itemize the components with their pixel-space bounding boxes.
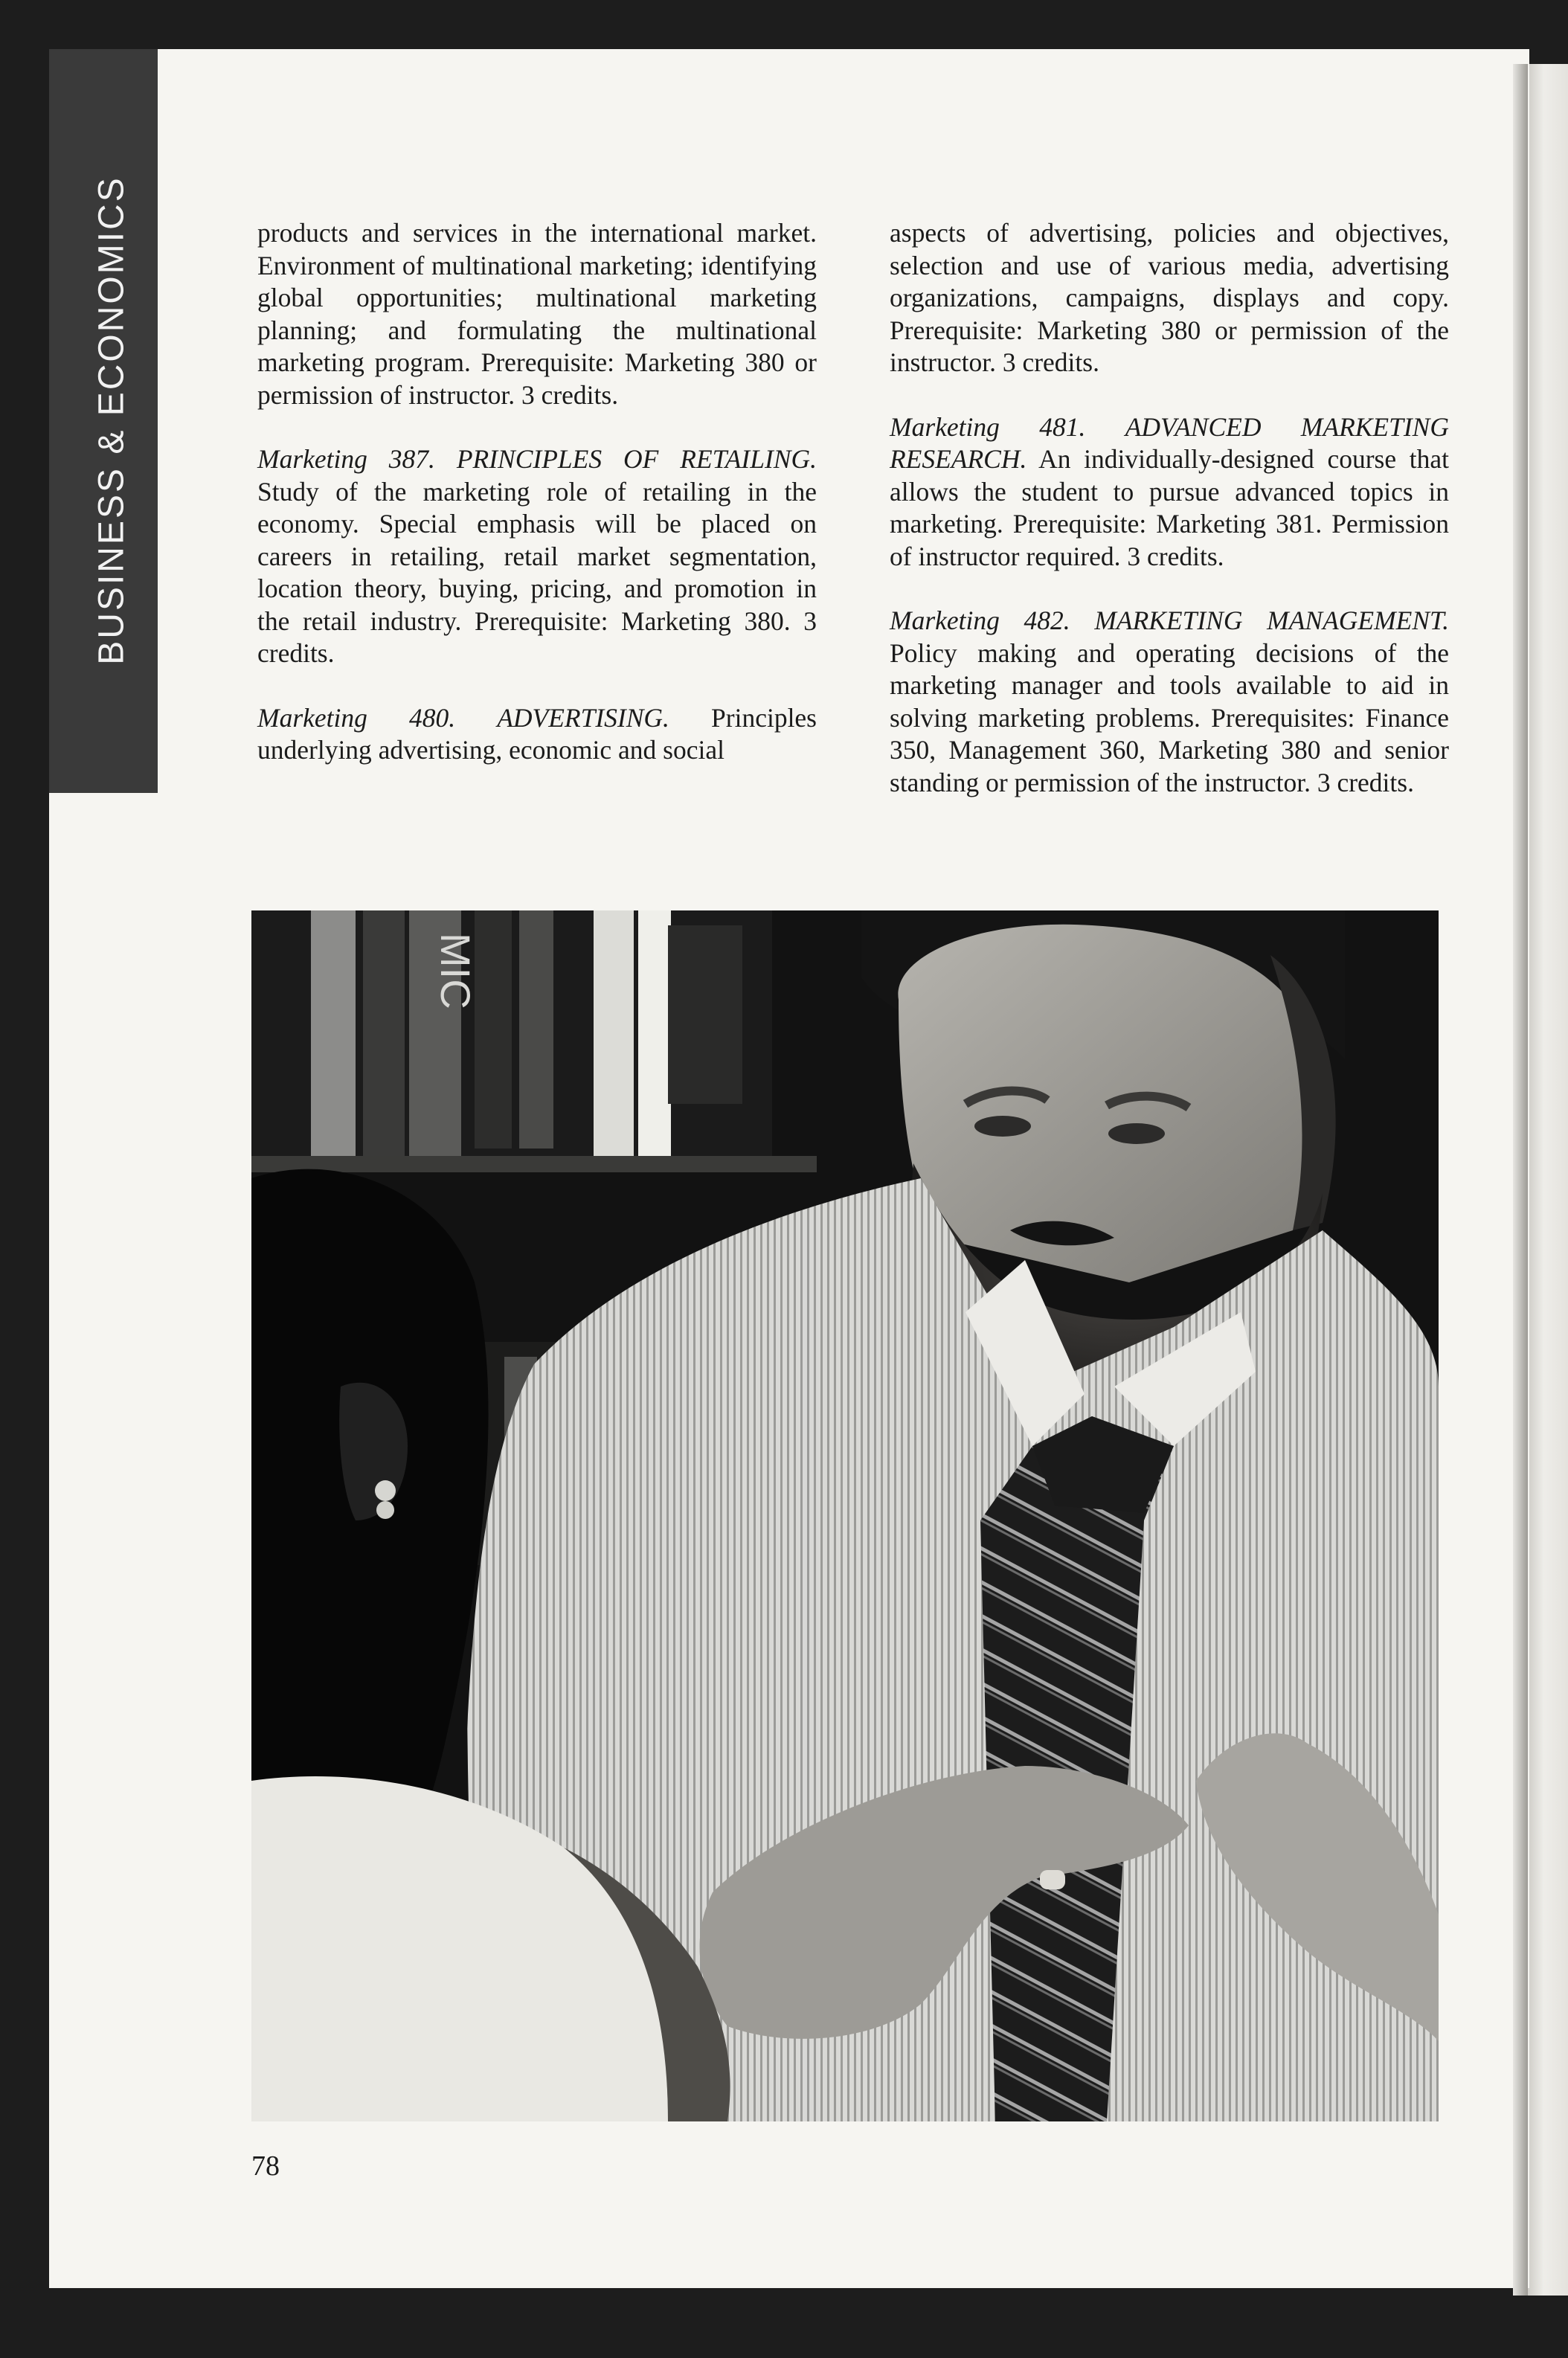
course-title: PRINCIPLES OF RETAILING. (456, 444, 817, 474)
instructor-photo (251, 910, 1439, 2121)
course-description: An individually-designed course that allows the student to pursue advanced topics in marketing. Prerequisite: Marketing 381. Permission of instructor required. 3 credits. (890, 444, 1450, 571)
course-title: ADVERTISING. (497, 702, 669, 733)
course-number: Marketing 482. (890, 605, 1070, 635)
course-title: MARKETING MANAGEMENT. (1094, 605, 1450, 635)
course-entry (257, 702, 817, 767)
book-spine-text: MIC (432, 933, 479, 1009)
course-description: Study of the marketing role of retailing in the economy. Special emphasis will be placed on careers in retailing, retail market segmentation, location theory, buying, pricing, and promotion in the retail industry. Prerequisite: Marketing 380. 3 credits. (257, 476, 817, 668)
course-entry (257, 443, 817, 670)
course-description-continued: products and services in the international market. Environment of multinational marketing; identifying global opportunities; multinational marketing planning; and formulating the multinational marketing program. Prerequisite: Marketing 380 or permission of instructor. 3 credits. (257, 218, 817, 410)
course-number: Marketing 480. (257, 702, 456, 733)
course-entry (890, 411, 1449, 574)
page-number: 78 (251, 2150, 280, 2182)
course-description: Policy making and operating decisions of the marketing manager and tools available to aid in solving marketing problems. Prerequisites: Finance 350, Management 360, Marketing 380 and senior standing or permission of the instructor. 3 credits. (890, 637, 1449, 797)
course-number: Marketing 481. (890, 411, 1086, 442)
course-description: Principles underlying advertising, economic and social (257, 702, 817, 765)
section-tab-label: BUSINESS & ECONOMICS (91, 176, 132, 665)
right-column (890, 217, 1449, 799)
course-entry (890, 605, 1449, 799)
adjacent-page-edge (1528, 64, 1568, 2296)
course-number: Marketing 387. (257, 444, 435, 474)
instructor-photo-illustration (251, 910, 1439, 2121)
course-title: ADVANCED MARKETING RESEARCH. (890, 411, 1449, 474)
course-description-continued: aspects of advertising, policies and objectives, selection and use of various media, advertising organizations, campaigns, displays and copy. Prerequisite: Marketing 380 or permission of the instructor. 3 credits. (890, 218, 1449, 377)
left-column (257, 217, 817, 767)
page-gutter-shadow (1513, 64, 1528, 2296)
